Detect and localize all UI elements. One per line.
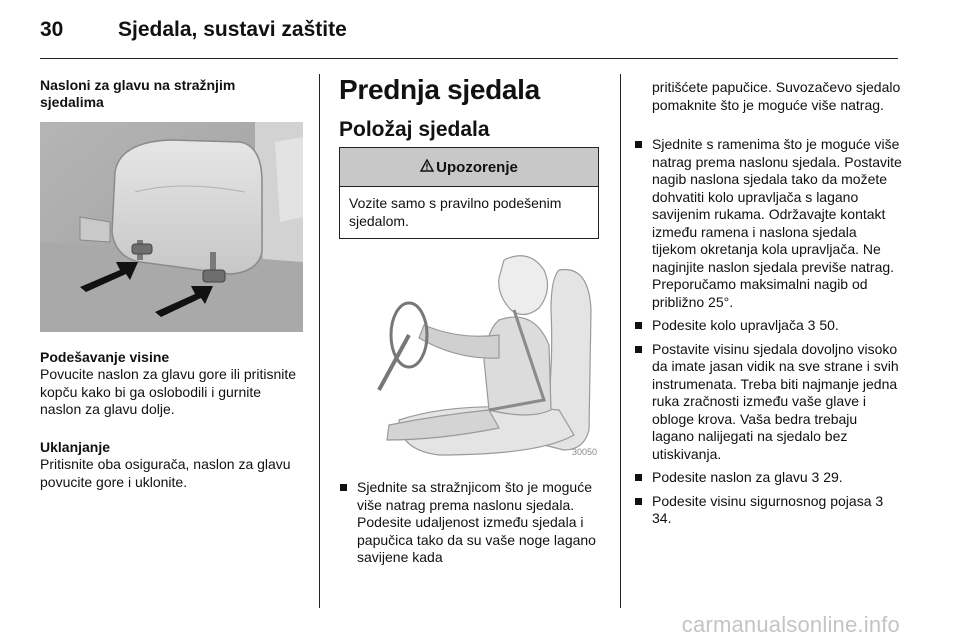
warning-text: Vozite samo s pravilno podešenim sjedalom. [349,195,562,229]
warning-title: Upozorenje [436,158,518,176]
section-title: Prednja sjedala [339,74,540,105]
warning-header [340,148,598,187]
seat-position-figure [339,250,601,460]
warning-box [339,147,599,239]
continuation-text: pritišćete papučice. Suvozačevo sjedalo pomaknite što je moguće više natrag. [652,79,901,113]
section-subtitle: Položaj sjedala [339,118,490,141]
rear-headrest-heading: Nasloni za glavu na stražnjim sjedalima [40,77,236,110]
removal-title: Uklanjanje [40,439,111,455]
figure-code: 30050 [571,447,597,457]
right-bullet-list [634,136,902,534]
height-adjust-title: Podešavanje visine [40,349,170,365]
watermark: carmanualsonline.info [681,612,900,637]
page-number: 30 [40,18,64,41]
list-item: Podesite naslon za glavu 3 29. [634,469,902,487]
chapter-title: Sjedala, sustavi zaštite [118,18,347,41]
header-rule [40,58,898,59]
list-item: Sjednite s ramenima što je moguće više natrag prema naslonu sjedala. Postavite nagib naslona sjedala tako da možete dohvatiti kolo upravljača s lagano savijenim rukama. Održavajte kontakt između ramena i naslona sjedala tijekom okretanja kola upravljača. Ne naginjite naslon sjedala previše natrag. Preporučamo maksimalni nagib od približno 25°. [634,136,902,311]
list-item: Podesite visinu sigurnosnog pojasa 3 34. [634,493,902,528]
list-item: Sjednite sa stražnjicom što je moguće više natrag prema naslonu sjedala. Podesite udaljenost između sjedala i papučica tako da su vaše noge lagano savijene kada [339,479,603,567]
column-divider-left [319,74,320,608]
list-item: Podesite kolo upravljača 3 50. [634,317,902,335]
removal-text: Pritisnite oba osigurača, naslon za glavu povucite gore i uklonite. [40,456,291,490]
warning-icon [420,159,434,176]
height-adjust-text: Povucite naslon za glavu gore ili pritisnite kopču kako bi ga oslobodili i gurnite naslon za glavu dolje. [40,366,297,417]
column-divider-right [620,74,621,608]
list-item: Postavite visinu sjedala dovoljno visoko da imate jasan vidik na sve strane i svih instrumenata. Treba biti najmanje jedna ruka zračnosti između vaše glave i obloge krova. Vaša bedra trebaju lagano nalijegati na sjedalo bez utiskivanja. [634,341,902,464]
middle-bullet-list [339,479,603,573]
headrest-adjustment-image [40,122,303,332]
